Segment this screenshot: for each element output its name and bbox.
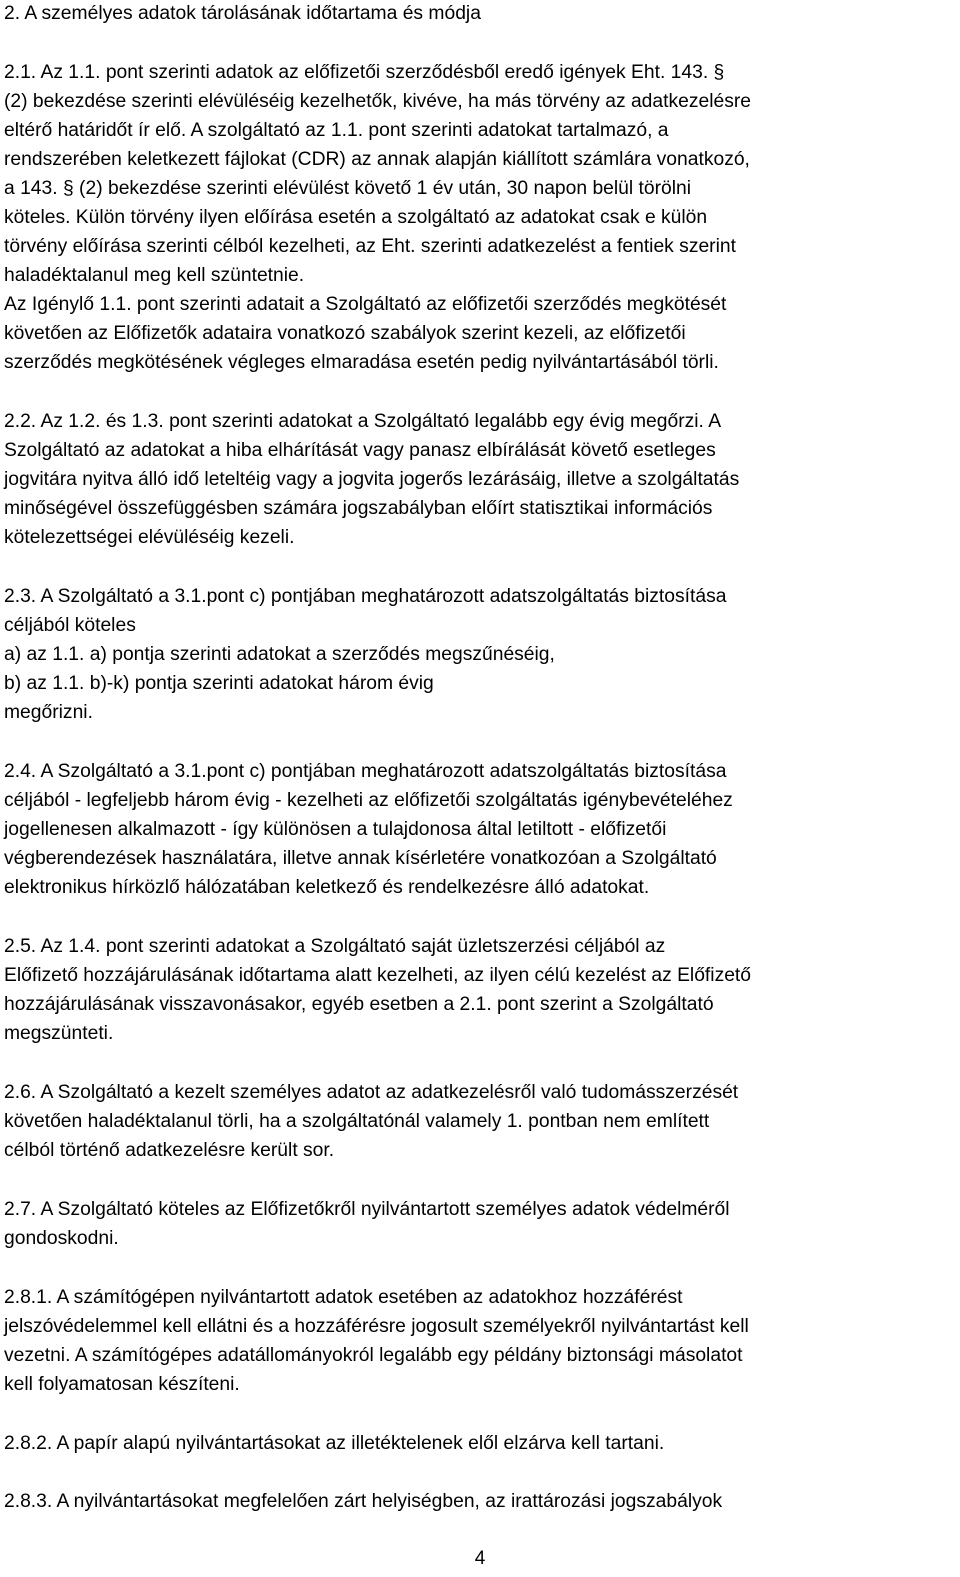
paragraph-line: haladéktalanul meg kell szüntetnie. xyxy=(4,265,305,286)
paragraph-line: követően az Előfizetők adataira vonatkozó szabályok szerint kezeli, az előfizetői xyxy=(4,323,686,344)
paragraph-line: köteles. Külön törvény ilyen előírása esetén a szolgáltató az adatokat csak e külön xyxy=(4,207,708,228)
paragraph-line: célból történő adatkezelésre került sor. xyxy=(4,1140,335,1161)
paragraph-line: kötelezettségei elévüléséig kezeli. xyxy=(4,527,295,548)
paragraph-line: 2.2. Az 1.2. és 1.3. pont szerinti adatokat a Szolgáltató legalább egy évig megőrzi. A xyxy=(4,411,722,432)
page-number: 4 xyxy=(474,1548,486,1569)
paragraph-line: jelszóvédelemmel kell ellátni és a hozzáférésre jogosult személyekről nyilvántartást kell xyxy=(4,1316,749,1337)
paragraph-line: jogvitára nyitva álló idő leteltéig vagy a jogvita jogerős lezárásáig, illetve a szolgáltatás xyxy=(4,469,740,490)
paragraph-line: céljából köteles xyxy=(4,615,136,636)
paragraph-line: törvény előírása szerinti célból kezelheti, az Eht. szerinti adatkezelést a fentiek szerint xyxy=(4,236,736,257)
paragraph-line: 2.4. A Szolgáltató a 3.1.pont c) pontjában meghatározott adatszolgáltatás biztosítása xyxy=(4,761,727,782)
paragraph-line: b) az 1.1. b)-k) pontja szerinti adatokat három évig xyxy=(4,673,434,694)
paragraph-line: 2.8.2. A papír alapú nyilvántartásokat az illetéktelenek elől elzárva kell tartani. xyxy=(4,1433,665,1454)
paragraph-line: 2.5. Az 1.4. pont szerinti adatokat a Szolgáltató saját üzletszerzési céljából az xyxy=(4,936,666,957)
paragraph-line: 2.7. A Szolgáltató köteles az Előfizetőkről nyilvántartott személyes adatok védelméről xyxy=(4,1199,730,1220)
paragraph-line: 2.8.1. A számítógépen nyilvántartott adatok esetében az adatokhoz hozzáférést xyxy=(4,1287,683,1308)
paragraph-line: gondoskodni. xyxy=(4,1228,119,1249)
paragraph-line: minőségével összefüggésben számára jogszabályban előírt statisztikai információs xyxy=(4,498,713,519)
paragraph-line: jogellenesen alkalmazott - így különösen a tulajdonosa által letiltott - előfizetői xyxy=(4,819,667,840)
paragraph-line: rendszerében keletkezett fájlokat (CDR) az annak alapján kiállított számlára vonatkozó, xyxy=(4,149,750,170)
paragraph-line: 2.1. Az 1.1. pont szerinti adatok az előfizetői szerződésből eredő igények Eht. 143. § xyxy=(4,62,725,83)
paragraph-line: hozzájárulásának visszavonásakor, egyéb esetben a 2.1. pont szerint a Szolgáltató xyxy=(4,994,714,1015)
paragraph-line: céljából - legfeljebb három évig - kezelheti az előfizetői szolgáltatás igénybevételéhez xyxy=(4,790,733,811)
paragraph-line: a) az 1.1. a) pontja szerinti adatokat a szerződés megszűnéséig, xyxy=(4,644,555,665)
paragraph-line: Szolgáltató az adatokat a hiba elhárítását vagy panasz elbírálását követő esetleges xyxy=(4,440,716,461)
paragraph-line: eltérő határidőt ír elő. A szolgáltató az 1.1. pont szerinti adatokat tartalmazó, a xyxy=(4,120,669,141)
paragraph-line: szerződés megkötésének végleges elmaradása esetén pedig nyilvántartásából törli. xyxy=(4,352,719,373)
paragraph-line: 2.8.3. A nyilvántartásokat megfelelően zárt helyiségben, az irattározási jogszabályok xyxy=(4,1491,723,1512)
paragraph-line: megőrizni. xyxy=(4,702,93,723)
paragraph-line: megszünteti. xyxy=(4,1023,114,1044)
paragraph-line: a 143. § (2) bekezdése szerinti elévülést követő 1 év után, 30 napon belül törölni xyxy=(4,178,692,199)
paragraph-line: Előfizető hozzájárulásának időtartama alatt kezelheti, az ilyen célú kezelést az Előfizető xyxy=(4,965,752,986)
paragraph-line: Az Igénylő 1.1. pont szerinti adatait a Szolgáltató az előfizetői szerződés megkötését xyxy=(4,294,727,315)
paragraph-line: 2.3. A Szolgáltató a 3.1.pont c) pontjában meghatározott adatszolgáltatás biztosítása xyxy=(4,586,727,607)
section-heading: 2. A személyes adatok tárolásának időtartama és módja xyxy=(4,3,481,24)
paragraph-line: (2) bekezdése szerinti elévüléséig kezelhetők, kivéve, ha más törvény az adatkezelésre xyxy=(4,91,751,112)
paragraph-line: követően haladéktalanul törli, ha a szolgáltatónál valamely 1. pontban nem említett xyxy=(4,1111,710,1132)
paragraph-line: 2.6. A Szolgáltató a kezelt személyes adatot az adatkezelésről való tudomásszerzését xyxy=(4,1082,739,1103)
paragraph-line: vezetni. A számítógépes adatállományokról legalább egy példány biztonsági másolatot xyxy=(4,1345,743,1366)
paragraph-line: végberendezések használatára, illetve annak kísérletére vonatkozóan a Szolgáltató xyxy=(4,848,717,869)
paragraph-line: elektronikus hírközlő hálózatában keletkező és rendelkezésre álló adatokat. xyxy=(4,877,650,898)
paragraph-line: kell folyamatosan készíteni. xyxy=(4,1374,240,1395)
